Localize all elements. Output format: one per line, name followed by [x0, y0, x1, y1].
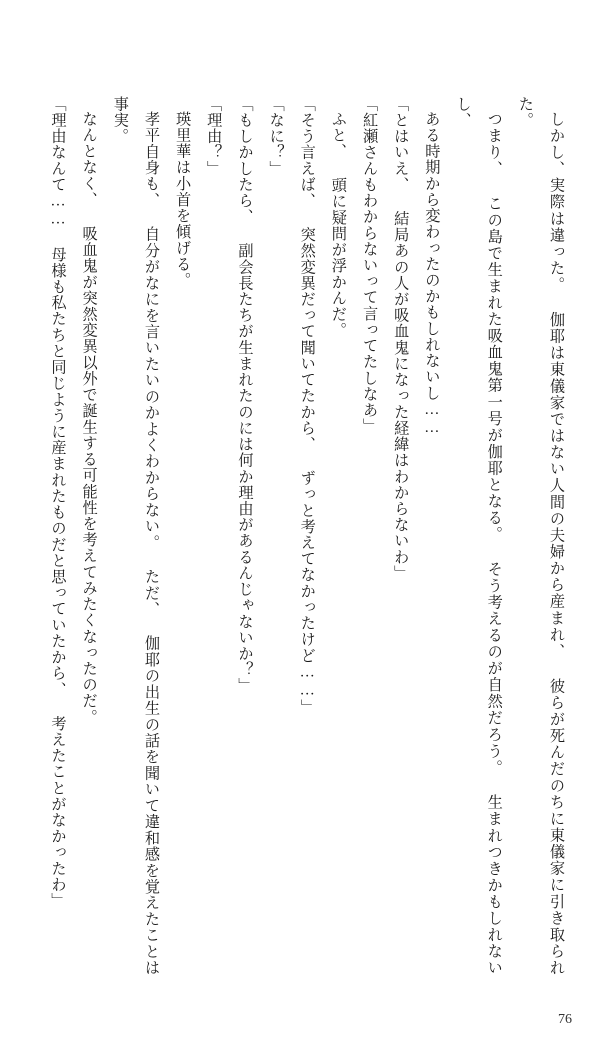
dialogue-line: 「理由？」	[205, 96, 223, 177]
paragraph: つまり、 この島で生まれた吸血鬼第一号が伽耶となる。 そう考えるのが自然だろう。 生まれつきかもしれないし、	[454, 96, 503, 976]
paragraph: なんとなく、 吸血鬼が突然変異以外で誕生する可能性を考えてみたくなったのだ。	[80, 111, 98, 726]
dialogue-line: 「そう言えば、 突然変異だって聞いてたから、 ずっと考えてなかったけど……」	[298, 96, 316, 716]
paragraph: 孝平自身も、 自分がなにを言いたいのかよくわからない。 ただ、 伽耶の出生の話を聞いて違和感を覚えたことは事実。	[111, 96, 160, 976]
dialogue-line: 「もしかしたら、 副会長たちが生まれたのには何か理由があるんじゃないか？」	[236, 96, 254, 694]
dialogue-line: 「とはいえ、 結局あの人が吸血鬼になった経緯はわからないわ」	[392, 96, 410, 582]
paragraph: ある時期から変わったのかもしれないし……	[423, 111, 441, 438]
dialogue-line: 「なに？」	[267, 96, 285, 177]
dialogue-line: 「紅瀬さんもわからないって言ってたしなあ」	[361, 96, 379, 435]
dialogue-line: 「理由なんて…… 母様も私たちと同じように産まれたものだと思っていたから、 考えたことがなかったわ」	[49, 96, 67, 909]
paragraph: ふと、 頭に疑問が浮かんだ。	[329, 111, 347, 339]
page-number: 76	[558, 1012, 572, 1027]
paragraph: 瑛里華は小首を傾げる。	[174, 111, 192, 289]
vertical-text-body	[49, 96, 572, 976]
paragraph: しかし、実際は違った。 伽耶は東儀家ではない人間の夫婦から産まれ、 彼らが死んだのちに東儀家に引き取られた。	[516, 96, 565, 976]
